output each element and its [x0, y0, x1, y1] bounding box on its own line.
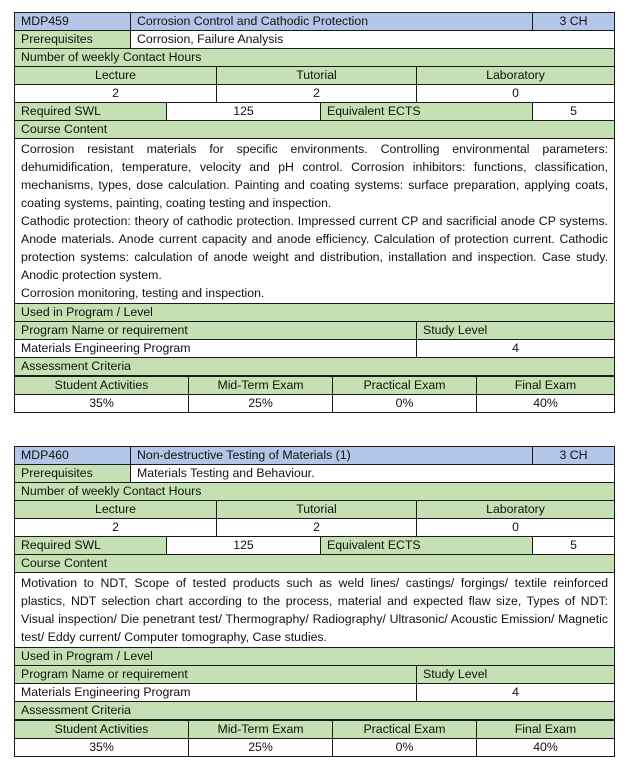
- study-level-label: Study Level: [417, 666, 615, 684]
- course-content-row: [15, 573, 615, 648]
- course-content: [15, 139, 615, 304]
- laboratory-hours: 0: [417, 519, 615, 537]
- lecture-label: Lecture: [15, 67, 217, 85]
- tutorial-hours: 2: [217, 85, 417, 103]
- equivalent-ects-label: Equivalent ECTS: [321, 103, 533, 121]
- course-content: [15, 573, 615, 648]
- contact-hours-heading-row: [15, 483, 615, 501]
- credit-hours: 3 CH: [533, 13, 615, 31]
- required-swl-value: 125: [167, 103, 321, 121]
- equivalent-ects-value: 5: [533, 537, 615, 555]
- course-spec-table: [14, 446, 615, 720]
- program-labels-row: [15, 322, 615, 340]
- course-code: MDP460: [15, 447, 131, 465]
- final-exam-label: Final Exam: [477, 377, 615, 395]
- used-in-program-heading-row: [15, 648, 615, 666]
- used-in-program-heading: Used in Program / Level: [15, 648, 615, 666]
- student-activities-label: Student Activities: [15, 377, 189, 395]
- content-paragraph: Motivation to NDT, Scope of tested products such as weld lines/ castings/ forgings/ textile reinforced plastics, NDT selection chart according to the process, material and expected flaw size, Types of NDT: Visual inspection/ Die penetrant test/ Thermography/ Radiography/ Ultrasonic/ Acoustic Emission/ Magnetic test/ Eddy current/ Computer tomography, Case studies.: [21, 576, 609, 644]
- course-title: Corrosion Control and Cathodic Protection: [131, 13, 533, 31]
- assessment-heading-row: [15, 358, 615, 376]
- practical-exam-label: Practical Exam: [333, 377, 477, 395]
- prerequisites-label: Prerequisites: [15, 465, 131, 483]
- swl-row: [15, 537, 615, 555]
- course-title: Non-destructive Testing of Materials (1): [131, 447, 533, 465]
- contact-hours-heading: Number of weekly Contact Hours: [15, 483, 615, 501]
- program-name: Materials Engineering Program: [15, 340, 417, 358]
- lecture-label: Lecture: [15, 501, 217, 519]
- content-paragraph: Cathodic protection: theory of cathodic protection. Impressed current CP and sacrificial anode CP systems. Anode materials. Anode current capacity and anode efficiency. Calculation of protection current. Cathodic protection systems: calculation of anode weight and distribution, installation and inspection. Case study. Anodic protection system.: [21, 214, 609, 282]
- final-exam-label: Final Exam: [477, 721, 615, 739]
- contact-hours-heading: Number of weekly Contact Hours: [15, 49, 615, 67]
- prerequisites-label: Prerequisites: [15, 31, 131, 49]
- prerequisites-value: Materials Testing and Behaviour.: [131, 465, 615, 483]
- program-labels-row: [15, 666, 615, 684]
- prerequisites-row: [15, 31, 615, 49]
- course-spec-table: [14, 12, 615, 376]
- assessment-criteria-heading: Assessment Criteria: [15, 358, 615, 376]
- required-swl-label: Required SWL: [15, 103, 167, 121]
- assessment-values-row: [15, 395, 615, 413]
- content-paragraph: Corrosion monitoring, testing and inspection.: [21, 286, 265, 300]
- practical-exam-value: 0%: [333, 395, 477, 413]
- used-in-program-heading: Used in Program / Level: [15, 304, 615, 322]
- laboratory-hours: 0: [417, 85, 615, 103]
- final-exam-value: 40%: [477, 739, 615, 757]
- final-exam-value: 40%: [477, 395, 615, 413]
- study-level: 4: [417, 340, 615, 358]
- assessment-heading-row: [15, 702, 615, 720]
- course-header-row: [15, 13, 615, 31]
- program-name-label: Program Name or requirement: [15, 666, 417, 684]
- prerequisites-row: [15, 465, 615, 483]
- equivalent-ects-value: 5: [533, 103, 615, 121]
- course-content-heading: Course Content: [15, 121, 615, 139]
- mid-term-exam-label: Mid-Term Exam: [189, 377, 333, 395]
- content-paragraph: Corrosion resistant materials for specific environments. Controlling environmental parameters: dehumidification, temperature, velocity and pH control. Corrosion inhibitors: functions, classification, mechanisms, types, dose calculation. Painting and coating systems: surface preparation, applying coats, coating systems, painting, coating testing and inspection.: [21, 142, 609, 210]
- credit-hours: 3 CH: [533, 447, 615, 465]
- program-values-row: [15, 684, 615, 702]
- mid-term-exam-value: 25%: [189, 395, 333, 413]
- laboratory-label: Laboratory: [417, 501, 615, 519]
- equivalent-ects-label: Equivalent ECTS: [321, 537, 533, 555]
- assessment-table: [14, 376, 615, 413]
- contact-hours-labels-row: [15, 67, 615, 85]
- course-header-row: [15, 447, 615, 465]
- used-in-program-heading-row: [15, 304, 615, 322]
- course-table-mdp459: [14, 12, 614, 413]
- assessment-labels-row: [15, 721, 615, 739]
- tutorial-hours: 2: [217, 519, 417, 537]
- contact-hours-values-row: [15, 85, 615, 103]
- laboratory-label: Laboratory: [417, 67, 615, 85]
- program-name-label: Program Name or requirement: [15, 322, 417, 340]
- student-activities-label: Student Activities: [15, 721, 189, 739]
- course-content-heading: Course Content: [15, 555, 615, 573]
- assessment-labels-row: [15, 377, 615, 395]
- contact-hours-values-row: [15, 519, 615, 537]
- course-content-heading-row: [15, 555, 615, 573]
- course-table-mdp460: [14, 446, 614, 757]
- swl-row: [15, 103, 615, 121]
- required-swl-label: Required SWL: [15, 537, 167, 555]
- contact-hours-heading-row: [15, 49, 615, 67]
- assessment-values-row: [15, 739, 615, 757]
- tutorial-label: Tutorial: [217, 67, 417, 85]
- required-swl-value: 125: [167, 537, 321, 555]
- mid-term-exam-label: Mid-Term Exam: [189, 721, 333, 739]
- student-activities-value: 35%: [15, 395, 189, 413]
- prerequisites-value: Corrosion, Failure Analysis: [131, 31, 615, 49]
- assessment-criteria-heading: Assessment Criteria: [15, 702, 615, 720]
- study-level: 4: [417, 684, 615, 702]
- contact-hours-labels-row: [15, 501, 615, 519]
- mid-term-exam-value: 25%: [189, 739, 333, 757]
- course-content-heading-row: [15, 121, 615, 139]
- program-name: Materials Engineering Program: [15, 684, 417, 702]
- course-code: MDP459: [15, 13, 131, 31]
- student-activities-value: 35%: [15, 739, 189, 757]
- lecture-hours: 2: [15, 519, 217, 537]
- practical-exam-value: 0%: [333, 739, 477, 757]
- lecture-hours: 2: [15, 85, 217, 103]
- assessment-table: [14, 720, 615, 757]
- practical-exam-label: Practical Exam: [333, 721, 477, 739]
- study-level-label: Study Level: [417, 322, 615, 340]
- course-content-row: [15, 139, 615, 304]
- tutorial-label: Tutorial: [217, 501, 417, 519]
- program-values-row: [15, 340, 615, 358]
